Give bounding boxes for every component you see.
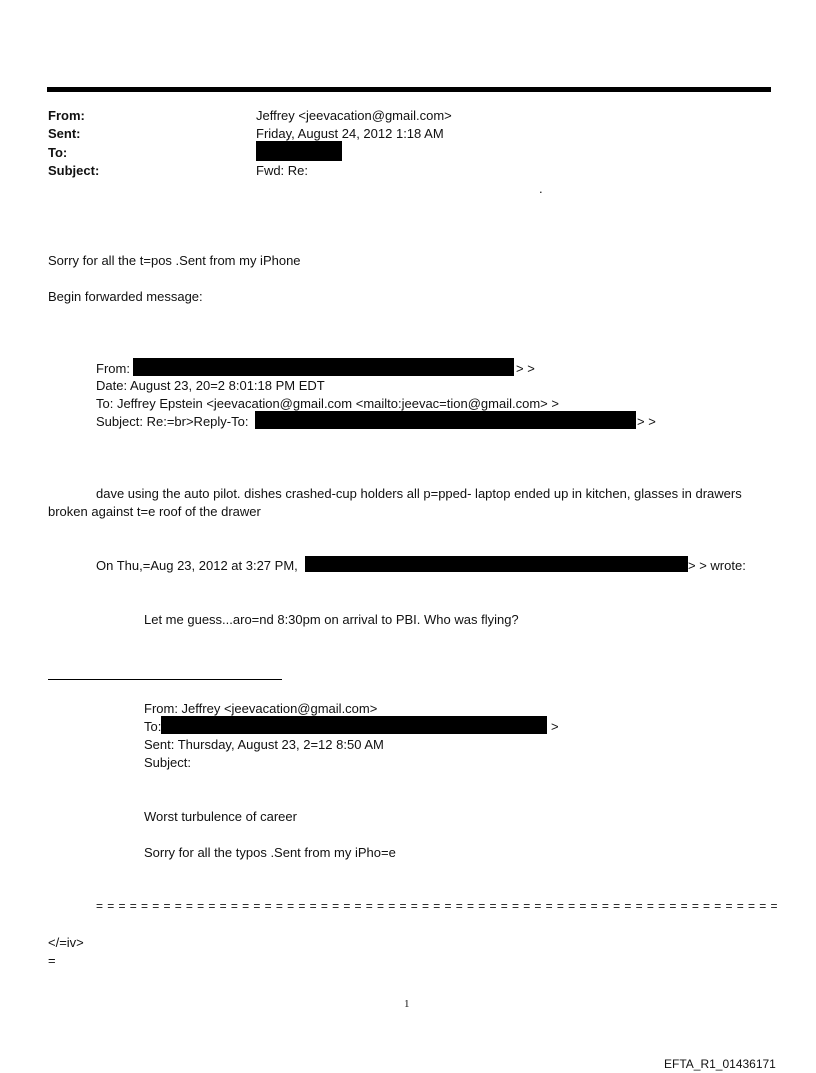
equals-separator: = = = = = = = = = = = = = = = = = = = = = = = = = = = = = = = = = = = = = = = = = = = = = = = = = = = = = = = = = = = = =	[96, 899, 778, 913]
quote-intro: On Thu,=Aug 23, 2012 at 3:27 PM,	[96, 558, 298, 573]
footer-tag-1: </=iv>	[48, 935, 84, 950]
message-line-1: dave using the auto pilot. dishes crashed-cup holders all p=pped- laptop ended up in kitchen, glasses in drawers	[96, 486, 742, 501]
stray-dot: .	[539, 181, 543, 196]
sent-label: Sent:	[48, 126, 81, 141]
bates-number: EFTA_R1_01436171	[664, 1057, 776, 1071]
quote-intro-suffix: > > wrote:	[688, 558, 746, 573]
body-line-1: Sorry for all the t=pos .Sent from my iPhone	[48, 253, 301, 268]
fwd-subject: Subject: Re:=br>Reply-To:	[96, 414, 249, 429]
redaction-box	[133, 358, 514, 376]
orig-from: From: Jeffrey <jeevacation@gmail.com>	[144, 701, 378, 716]
orig-subject: Subject:	[144, 755, 191, 770]
orig-to-tail: >	[551, 719, 559, 734]
redaction-box	[305, 556, 688, 572]
fwd-from-label: From:	[96, 361, 130, 376]
fwd-subject-tail: > >	[637, 414, 656, 429]
subject-label: Subject:	[48, 163, 100, 178]
orig-body-line-2: Sorry for all the typos .Sent from my iPho=e	[144, 845, 396, 860]
sent-value: Friday, August 24, 2012 1:18 AM	[256, 126, 444, 141]
page-number: 1	[404, 998, 410, 1010]
header-rule	[47, 87, 771, 92]
redaction-box	[256, 141, 342, 161]
orig-to-label: To:	[144, 719, 162, 734]
footer-tag-2: =	[48, 953, 56, 968]
fwd-from-tail: > >	[516, 361, 535, 376]
to-label: To:	[48, 145, 68, 160]
body-line-2: Begin forwarded message:	[48, 289, 203, 304]
fwd-date: Date: August 23, 20=2 8:01:18 PM EDT	[96, 378, 325, 393]
quote-text: Let me guess...aro=nd 8:30pm on arrival to PBI. Who was flying?	[144, 612, 519, 627]
orig-body-line-1: Worst turbulence of career	[144, 809, 297, 824]
from-label: From:	[48, 108, 85, 123]
orig-sent: Sent: Thursday, August 23, 2=12 8:50 AM	[144, 737, 384, 752]
fwd-to: To: Jeffrey Epstein <jeevacation@gmail.com <mailto:jeevac=tion@gmail.com> >	[96, 396, 559, 411]
from-value: Jeffrey <jeevacation@gmail.com>	[256, 108, 452, 123]
subject-value: Fwd: Re:	[256, 163, 309, 178]
separator-line	[48, 679, 282, 680]
redaction-box	[255, 411, 636, 429]
redaction-box	[161, 716, 547, 734]
message-line-2: broken against t=e roof of the drawer	[48, 504, 261, 519]
